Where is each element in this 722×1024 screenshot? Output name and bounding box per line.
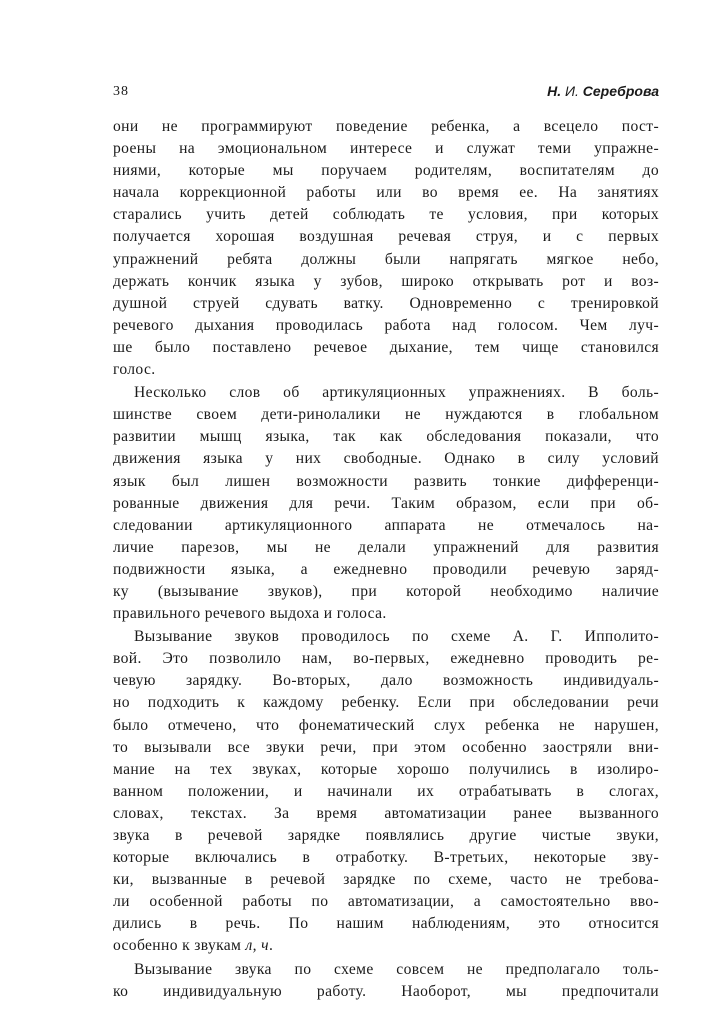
text-line: голос. [113, 361, 156, 379]
italic-sounds: л, ч [245, 937, 269, 955]
text-line: начала коррекционной работы или во время ее. На занятиях [113, 184, 659, 202]
text-line: ванном положении, и начинали их отрабатывать в слогах, [113, 782, 659, 800]
author-initial-first: Н. [547, 83, 562, 99]
text-line: ку (вызывание звуков), при которой необходимо наличие [113, 582, 659, 600]
text-line: старались учить детей соблюдать те условия, при которых [113, 206, 659, 224]
text-line: ки, вызванные в речевой зарядке по схеме, часто не требова- [113, 871, 659, 889]
author-surname: Сереброва [582, 83, 659, 99]
text-line: следовании артикуляционного аппарата не отмечалось на- [113, 516, 659, 534]
text-line: получается хорошая воздушная речевая струя, и с первых [113, 228, 659, 246]
text-line: они не программируют поведение ребенка, а всецело пост- [113, 118, 659, 135]
running-head [113, 84, 659, 106]
page-number: 38 [113, 84, 129, 99]
text-line: держать кончик языка у зубов, широко открывать рот и воз- [113, 272, 659, 290]
text-line: роены на эмоциональном интересе и служат теми упражне- [113, 140, 659, 158]
author-initial-second: И. [564, 83, 579, 99]
text-line: движения языка у них свободные. Однако в силу условий [113, 450, 659, 468]
text-line: ко индивидуальную работу. Наоборот, мы предпочитали [113, 982, 659, 1000]
text-line: язык был лишен возможности развить тонкие дифференци- [113, 472, 659, 490]
text-line: чевую зарядку. Во-вторых, дало возможность индивидуаль- [113, 672, 659, 690]
text-line: упражнений ребята должны были напрягать мягкое небо, [113, 250, 659, 268]
text-line: ли особенной работы по автоматизации, а самостоятельно вво- [113, 893, 659, 911]
body-text [113, 116, 659, 1003]
text-line: ше было поставлено речевое дыхание, тем чище становился [113, 338, 659, 356]
text-line: Вызывание звуков проводилось по схеме А. Г. Ипполито- [134, 628, 659, 646]
text-line [113, 935, 659, 957]
text-line: дились в речь. По нашим наблюдениям, это относится [113, 915, 659, 933]
text-line: но подходить к каждому ребенку. Если при обследовании речи [113, 694, 659, 712]
line-end-period: . [268, 937, 274, 955]
text-line: личие парезов, мы не делали упражнений для развития [113, 538, 659, 556]
text-line: правильного речевого выдоха и голоса. [113, 605, 387, 623]
text-line: душной струей сдувать ватку. Одновременно с тренировкой [113, 294, 659, 312]
text-line: которые включались в отработку. В-третьих, некоторые зву- [113, 849, 659, 867]
text-line: Вызывание звука по схеме совсем не предполагало толь- [134, 960, 659, 978]
text-line: вой. Это позволило нам, во-первых, ежедневно проводить ре- [113, 650, 659, 668]
text-line: подвижности языка, а ежедневно проводили речевую заряд- [113, 560, 659, 578]
text-line: ниями, которые мы поручаем родителям, воспитателям до [113, 162, 659, 180]
text-line: шинстве своем дети-ринолалики не нуждаются в глобальном [113, 406, 659, 424]
text-line: Несколько слов об артикуляционных упражнениях. В боль- [134, 384, 659, 402]
text-line: рованные движения для речи. Таким образом, если при об- [113, 494, 659, 512]
author-name [547, 83, 659, 99]
text-line: мание на тех звуках, которые хорошо получились в изолиро- [113, 760, 659, 778]
text-line: было отмечено, что фонематический слух ребенка не нарушен, [113, 716, 659, 734]
text-line: словах, текстах. За время автоматизации ранее вызванного [113, 804, 659, 822]
text-line-start: особенно к звукам [113, 937, 246, 955]
text-line: развитии мышц языка, так как обследования показали, что [113, 428, 659, 446]
text-line: звука в речевой зарядке появлялись другие чистые звуки, [113, 827, 659, 844]
text-line: то вызывали все звуки речи, при этом особенно заостряли вни- [113, 738, 659, 756]
text-line: речевого дыхания проводилась работа над голосом. Чем луч- [113, 316, 659, 334]
